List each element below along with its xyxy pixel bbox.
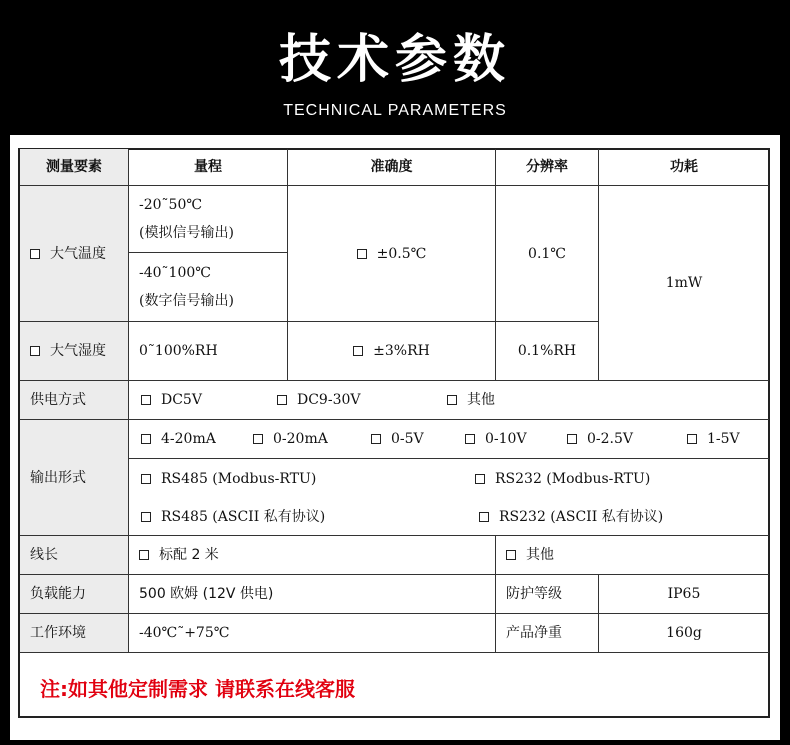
checkbox-icon[interactable]	[277, 395, 287, 405]
checkbox-icon[interactable]	[30, 249, 40, 259]
checkbox-icon[interactable]	[567, 434, 577, 444]
row-label-humidity	[20, 322, 129, 381]
range-analog-value: -20˜50℃	[139, 197, 203, 213]
checkbox-icon[interactable]	[357, 249, 367, 259]
power-consumption: 1mW	[599, 186, 769, 381]
checkbox-icon[interactable]	[687, 434, 697, 444]
supply-options	[129, 381, 769, 420]
protection-label: 防护等级	[496, 575, 599, 614]
output-option-rs232-ascii[interactable]	[479, 507, 663, 527]
cable-option-standard[interactable]	[129, 536, 496, 575]
supply-option-dc5v[interactable]	[141, 390, 202, 410]
col-header-power: 功耗	[599, 149, 769, 186]
option-label: 标配 2 米	[159, 547, 219, 563]
option-label: 4-20mA	[161, 431, 216, 447]
temperature-accuracy-value: ±0.5℃	[376, 245, 427, 262]
option-label: 0-20mA	[273, 431, 328, 447]
humidity-range: 0˜100%RH	[129, 322, 288, 381]
output-option-0-5v[interactable]	[371, 429, 424, 449]
checkbox-icon[interactable]	[353, 346, 363, 356]
col-header-range: 量程	[129, 149, 288, 186]
option-label: 0-5V	[391, 431, 424, 447]
checkbox-icon[interactable]	[447, 395, 457, 405]
page-title: 技术参数	[278, 30, 511, 90]
output-option-rs485-rtu[interactable]	[141, 469, 316, 489]
checkbox-icon[interactable]	[253, 434, 263, 444]
temperature-range-analog	[129, 186, 288, 253]
environment-value: -40℃˜+75℃	[129, 614, 496, 653]
supply-option-other[interactable]	[447, 390, 495, 410]
temperature-accuracy	[288, 186, 496, 322]
row-label-supply: 供电方式	[20, 381, 129, 420]
output-option-0-2-5v[interactable]	[567, 429, 633, 449]
option-label: RS232 (Modbus-RTU)	[495, 471, 651, 487]
temperature-label: 大气温度	[50, 245, 106, 262]
checkbox-icon[interactable]	[371, 434, 381, 444]
col-header-element: 测量要素	[20, 149, 129, 186]
row-label-cable: 线长	[20, 536, 129, 575]
output-option-0-10v[interactable]	[465, 429, 527, 449]
humidity-accuracy-value: ±3%RH	[373, 343, 430, 359]
output-digital-options	[129, 459, 769, 536]
checkbox-icon[interactable]	[465, 434, 475, 444]
checkbox-icon[interactable]	[139, 550, 149, 560]
row-label-load: 负载能力	[20, 575, 129, 614]
protection-value: IP65	[599, 575, 769, 614]
option-label: RS232 (ASCII 私有协议)	[499, 509, 664, 525]
option-label: 其他	[467, 392, 495, 408]
weight-value: 160g	[599, 614, 769, 653]
option-label: 0-10V	[485, 431, 527, 447]
supply-option-dc9-30v[interactable]	[277, 390, 361, 410]
temperature-range-digital	[129, 253, 288, 322]
option-label: 1-5V	[707, 431, 740, 447]
output-option-4-20ma[interactable]	[141, 429, 216, 449]
option-label: DC5V	[161, 392, 202, 408]
checkbox-icon[interactable]	[479, 512, 489, 522]
custom-request-note: 注:如其他定制需求 请联系在线客服	[40, 677, 355, 701]
option-label: DC9-30V	[297, 392, 361, 408]
range-analog-note: (模拟信号输出)	[139, 225, 234, 241]
option-label: RS485 (Modbus-RTU)	[161, 471, 317, 487]
page-subtitle: TECHNICAL PARAMETERS	[283, 102, 507, 119]
checkbox-icon[interactable]	[141, 395, 151, 405]
row-label-environment: 工作环境	[20, 614, 129, 653]
load-value: 500 欧姆 (12V 供电)	[129, 575, 496, 614]
humidity-accuracy	[288, 322, 496, 381]
page-header	[0, 0, 790, 135]
col-header-resolution: 分辨率	[496, 149, 599, 186]
checkbox-icon[interactable]	[141, 434, 151, 444]
option-label: 其他	[526, 547, 554, 563]
humidity-resolution: 0.1%RH	[496, 322, 599, 381]
output-option-rs232-rtu[interactable]	[475, 469, 650, 489]
humidity-label: 大气湿度	[50, 343, 106, 359]
cable-option-other[interactable]	[496, 536, 769, 575]
option-label: RS485 (ASCII 私有协议)	[161, 509, 326, 525]
range-digital-note: (数字信号输出)	[139, 293, 234, 309]
col-header-accuracy: 准确度	[288, 149, 496, 186]
output-option-1-5v[interactable]	[687, 429, 740, 449]
checkbox-icon[interactable]	[141, 512, 151, 522]
output-option-rs485-ascii[interactable]	[141, 507, 325, 527]
range-digital-value: -40˜100℃	[139, 265, 211, 281]
checkbox-icon[interactable]	[506, 550, 516, 560]
row-label-output: 输出形式	[20, 420, 129, 536]
checkbox-icon[interactable]	[475, 474, 485, 484]
output-analog-options	[129, 420, 769, 459]
weight-label: 产品净重	[496, 614, 599, 653]
checkbox-icon[interactable]	[141, 474, 151, 484]
option-label: 0-2.5V	[587, 431, 634, 447]
temperature-resolution: 0.1℃	[496, 186, 599, 322]
row-label-temperature	[20, 186, 129, 322]
output-option-0-20ma[interactable]	[253, 429, 328, 449]
checkbox-icon[interactable]	[30, 346, 40, 356]
